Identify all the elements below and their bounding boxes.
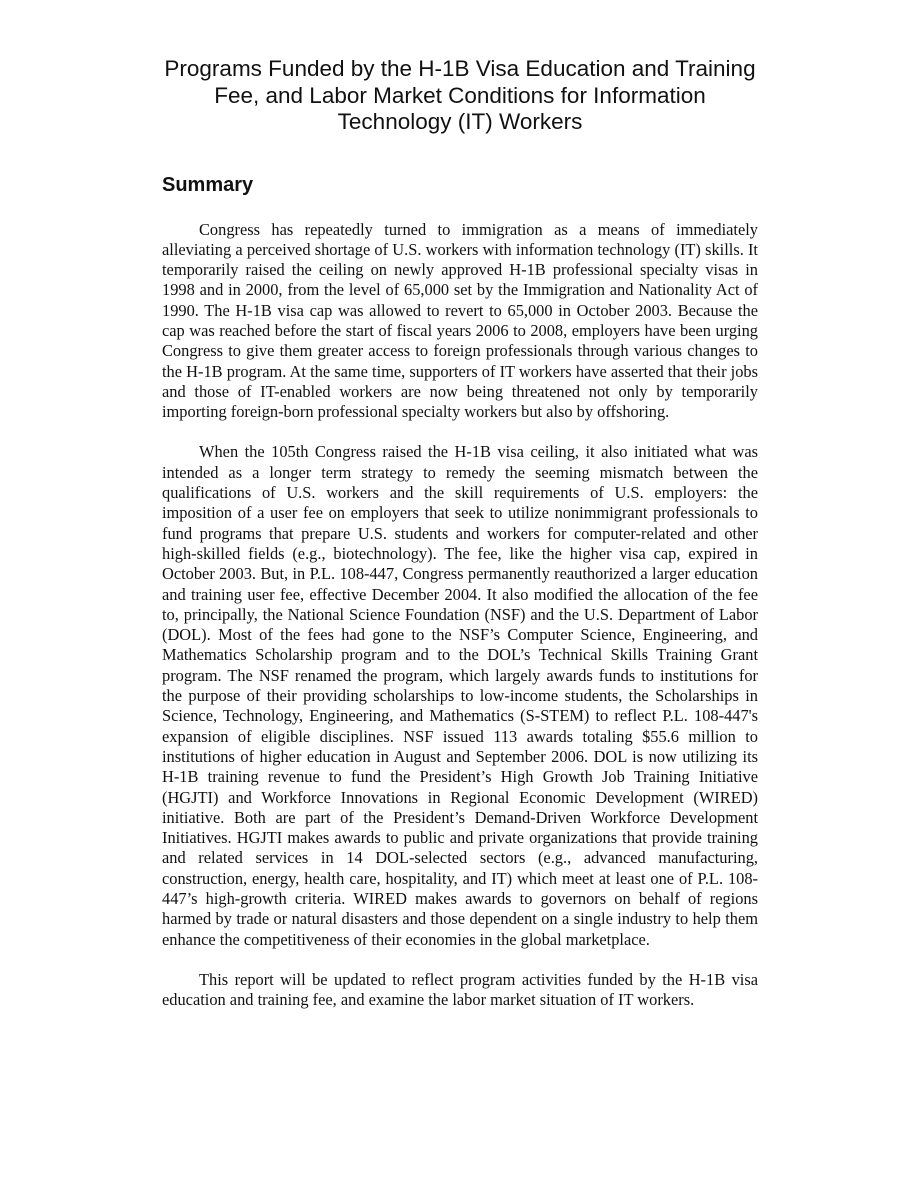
document-title: Programs Funded by the H-1B Visa Education and Training Fee, and Labor Market Conditions for Information Technology (IT) Workers <box>164 56 756 134</box>
summary-paragraph-2: When the 105th Congress raised the H-1B visa ceiling, it also initiated what was intended as a longer term strategy to remedy the seeming mismatch between the qualifications of U.S. workers and the skill requirements of U.S. employers: the imposition of a user fee on employers that seek to utilize nonimmigrant professionals to fund programs that prepare U.S. students and workers for computer-related and other high-skilled fields (e.g., biotechnology). The fee, like the higher visa cap, expired in October 2003. But, in P.L. 108-447, Congress permanently reauthorized a larger education and training user fee, effective December 2004. It also modified the allocation of the fee to, principally, the National Science Foundation (NSF) and the U.S. Department of Labor (DOL). Most of the fees had gone to the NSF’s Computer Science, Engineering, and Mathematics Scholarship program and to the DOL’s Technical Skills Training Grant program. The NSF renamed the program, which largely awards funds to institutions for the purpose of their providing scholarships to low-income students, the Scholarships in Science, Technology, Engineering, and Mathematics (S-STEM) to reflect P.L. 108-447's expansion of eligible disciplines. NSF issued 113 awards totaling $55.6 million to institutions of higher education in August and September 2006. DOL is now utilizing its H-1B training revenue to fund the President’s High Growth Job Training Initiative (HGJTI) and Workforce Innovations in Regional Economic Development (WIRED) initiative. Both are part of the President’s Demand-Driven Workforce Development Initiatives. HGJTI makes awards to public and private organizations that provide training and related services in 14 DOL-selected sectors (e.g., advanced manufacturing, construction, energy, health care, hospitality, and IT) which meet at least one of P.L. 108-447’s high-growth criteria. WIRED makes awards to governors on behalf of regions harmed by trade or natural disasters and those dependent on a single industry to help them enhance the competitiveness of their economies in the global marketplace. <box>162 442 758 949</box>
summary-paragraph-1: Congress has repeatedly turned to immigration as a means of immediately alleviating a perceived shortage of U.S. workers with information technology (IT) skills. It temporarily raised the ceiling on newly approved H-1B professional specialty visas in 1998 and in 2000, from the level of 65,000 set by the Immigration and Nationality Act of 1990. The H-1B visa cap was allowed to revert to 65,000 in October 2003. Because the cap was reached before the start of fiscal years 2006 to 2008, employers have been urging Congress to give them greater access to foreign professionals through various changes to the H-1B program. At the same time, supporters of IT workers have asserted that their jobs and those of IT-enabled workers are now being threatened not only by temporarily importing foreign-born professional specialty workers but also by offshoring. <box>162 219 758 422</box>
section-heading-summary: Summary <box>162 173 254 196</box>
summary-paragraph-3: This report will be updated to reflect program activities funded by the H-1B visa education and training fee, and examine the labor market situation of IT workers. <box>162 969 758 1010</box>
document-page <box>162 56 758 1010</box>
